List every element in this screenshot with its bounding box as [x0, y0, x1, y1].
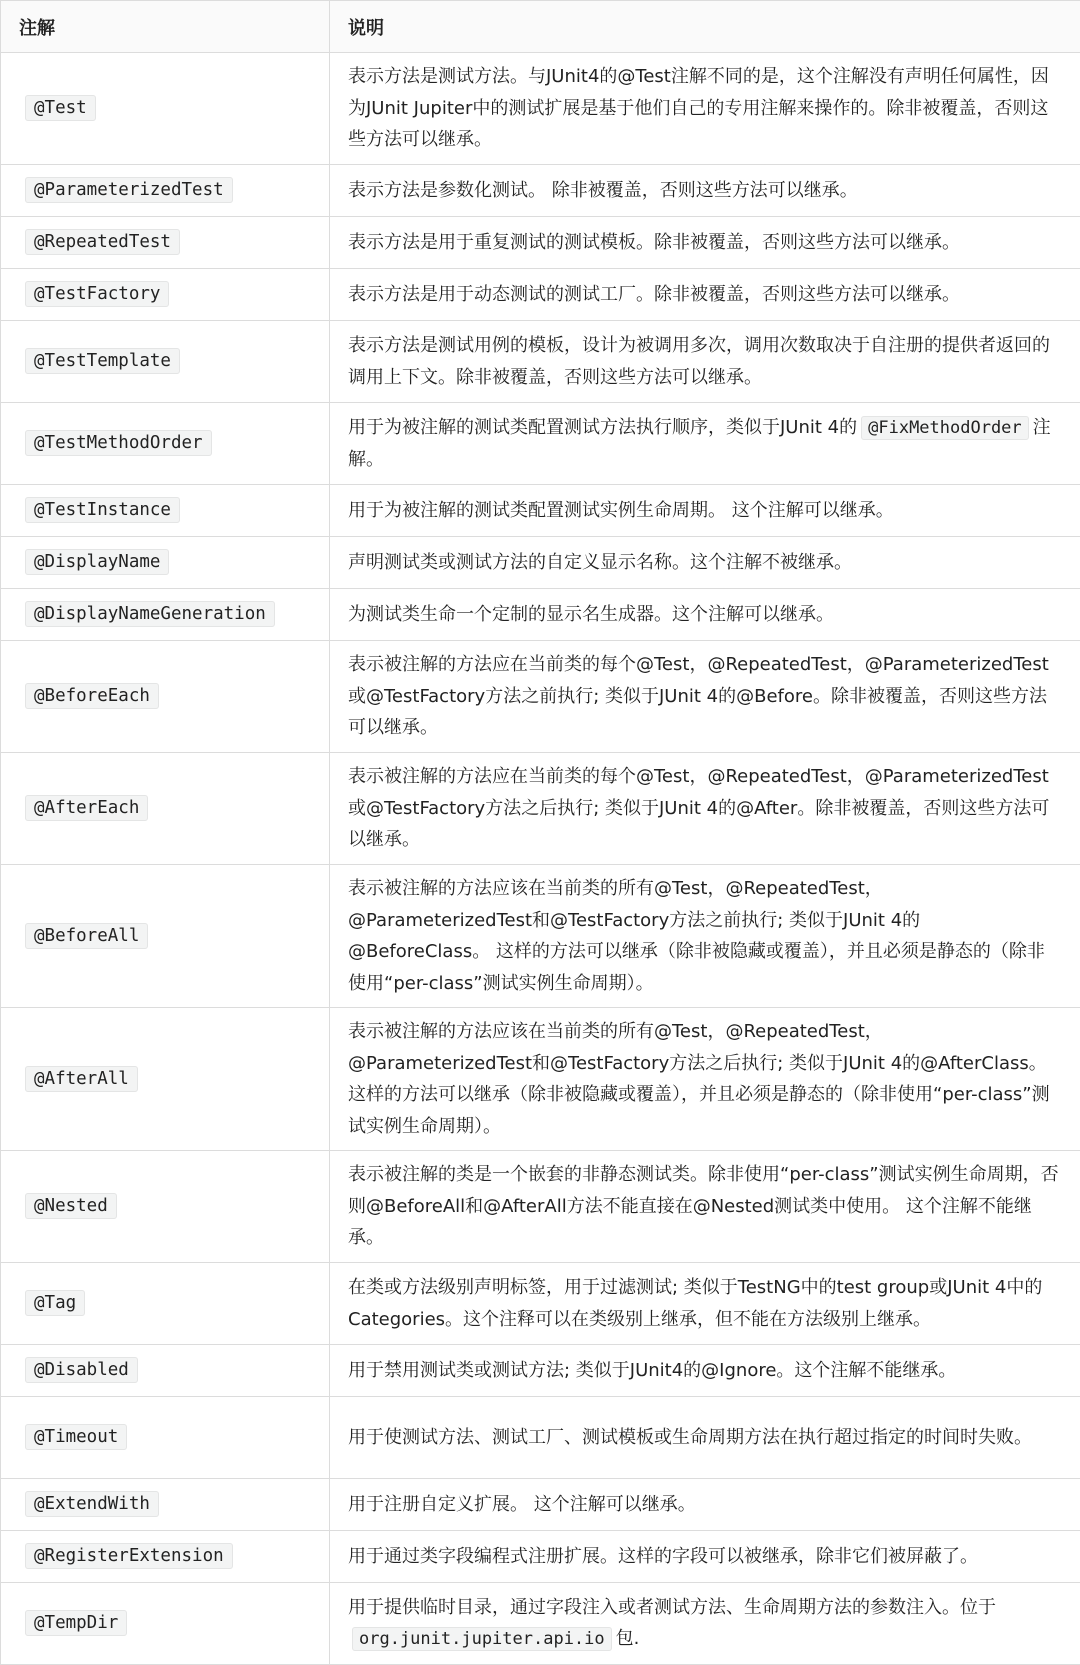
- annotation-name: @RepeatedTest: [25, 229, 180, 255]
- table-row: [1, 1583, 1080, 1665]
- annotation-name: @Disabled: [25, 1357, 138, 1383]
- annotation-description: 表示方法是用于动态测试的测试工厂。除非被覆盖，否则这些方法可以继承。: [330, 269, 1080, 321]
- table-row: [1, 1008, 1080, 1151]
- annotation-name: @ParameterizedTest: [25, 177, 233, 203]
- annotation-description: 为测试类生命一个定制的显示名生成器。这个注解可以继承。: [330, 589, 1080, 641]
- annotation-description: 声明测试类或测试方法的自定义显示名称。这个注解不被继承。: [330, 537, 1080, 589]
- annotation-name: @TempDir: [25, 1610, 127, 1636]
- inline-code: @FixMethodOrder: [861, 416, 1029, 440]
- annotation-description: 用于为被注解的测试类配置测试方法执行顺序，类似于JUnit 4的 @FixMethodOrder 注解。: [330, 403, 1080, 485]
- annotation-name: @DisplayName: [25, 549, 169, 575]
- table-row: [1, 1479, 1080, 1531]
- annotation-description: 用于通过类字段编程式注册扩展。这样的字段可以被继承，除非它们被屏蔽了。: [330, 1531, 1080, 1583]
- annotation-name: @DisplayNameGeneration: [25, 601, 275, 627]
- inline-code: org.junit.jupiter.api.io: [352, 1627, 612, 1651]
- table-row: [1, 641, 1080, 753]
- table-row: [1, 1531, 1080, 1583]
- header-annotation: 注解: [1, 1, 330, 53]
- annotation-name: @Timeout: [25, 1424, 127, 1450]
- annotation-name: @TestFactory: [25, 281, 169, 307]
- annotation-name: @BeforeEach: [25, 683, 159, 709]
- annotation-description: 表示被注解的类是一个嵌套的非静态测试类。除非使用“per-class”测试实例生命周期，否则@BeforeAll和@AfterAll方法不能直接在@Nested测试类中使用。 这个注解不能继承。: [330, 1151, 1080, 1263]
- annotation-description: 在类或方法级别声明标签，用于过滤测试; 类似于TestNG中的test group或JUnit 4中的Categories。这个注释可以在类级别上继承，但不能在方法级别上继承。: [330, 1263, 1080, 1345]
- table-row: [1, 53, 1080, 165]
- table-row: [1, 589, 1080, 641]
- annotation-name: @Tag: [25, 1290, 85, 1316]
- annotation-description: 用于注册自定义扩展。 这个注解可以继承。: [330, 1479, 1080, 1531]
- annotation-description: 表示被注解的方法应该在当前类的所有@Test，@RepeatedTest，@ParameterizedTest和@TestFactory方法之前执行; 类似于JUnit 4的@BeforeClass。 这样的方法可以继承（除非被隐藏或覆盖），并且必须是静态的（除非使用“per-class”测试实例生命周期）。: [330, 865, 1080, 1008]
- table-row: [1, 1345, 1080, 1397]
- table-row: [1, 1397, 1080, 1479]
- annotation-description: 表示方法是测试用例的模板，设计为被调用多次，调用次数取决于自注册的提供者返回的调用上下文。除非被覆盖，否则这些方法可以继承。: [330, 321, 1080, 403]
- annotation-name: @Nested: [25, 1193, 117, 1219]
- annotation-name: @ExtendWith: [25, 1491, 159, 1517]
- table-header-row: [1, 1, 1080, 53]
- annotation-name: @AfterEach: [25, 795, 148, 821]
- annotation-name: @AfterAll: [25, 1066, 138, 1092]
- table-row: [1, 537, 1080, 589]
- annotation-name: @RegisterExtension: [25, 1543, 233, 1569]
- annotation-description: 用于使测试方法、测试工厂、测试模板或生命周期方法在执行超过指定的时间时失败。: [330, 1397, 1080, 1479]
- table-row: [1, 753, 1080, 865]
- annotation-description: 表示被注解的方法应在当前类的每个@Test，@RepeatedTest，@ParameterizedTest或@TestFactory方法之前执行; 类似于JUnit 4的@Before。除非被覆盖，否则这些方法可以继承。: [330, 641, 1080, 753]
- table-row: [1, 1263, 1080, 1345]
- annotation-description: 用于为被注解的测试类配置测试实例生命周期。 这个注解可以继承。: [330, 485, 1080, 537]
- annotation-name: @TestTemplate: [25, 348, 180, 374]
- annotation-description: 表示方法是用于重复测试的测试模板。除非被覆盖，否则这些方法可以继承。: [330, 217, 1080, 269]
- annotation-name: @Test: [25, 95, 96, 121]
- table-row: [1, 217, 1080, 269]
- annotation-name: @TestMethodOrder: [25, 430, 212, 456]
- table-row: [1, 865, 1080, 1008]
- annotation-name: @TestInstance: [25, 497, 180, 523]
- table-row: [1, 165, 1080, 217]
- annotation-description: 用于提供临时目录，通过字段注入或者测试方法、生命周期方法的参数注入。位于org.junit.jupiter.api.io 包.: [330, 1583, 1080, 1665]
- table-row: [1, 403, 1080, 485]
- annotation-description: 表示被注解的方法应在当前类的每个@Test，@RepeatedTest，@ParameterizedTest或@TestFactory方法之后执行; 类似于JUnit 4的@After。除非被覆盖，否则这些方法可以继承。: [330, 753, 1080, 865]
- header-description: 说明: [330, 1, 1080, 53]
- table-row: [1, 321, 1080, 403]
- annotation-description: 表示方法是测试方法。与JUnit4的@Test注解不同的是，这个注解没有声明任何属性，因为JUnit Jupiter中的测试扩展是基于他们自己的专用注解来操作的。除非被覆盖，否则这些方法可以继承。: [330, 53, 1080, 165]
- annotation-description: 表示方法是参数化测试。 除非被覆盖，否则这些方法可以继承。: [330, 165, 1080, 217]
- annotation-description: 表示被注解的方法应该在当前类的所有@Test，@RepeatedTest，@ParameterizedTest和@TestFactory方法之后执行; 类似于JUnit 4的@AfterClass。 这样的方法可以继承（除非被隐藏或覆盖），并且必须是静态的（除非使用“per-class”测试实例生命周期）。: [330, 1008, 1080, 1151]
- table-row: [1, 269, 1080, 321]
- table-row: [1, 1151, 1080, 1263]
- annotation-description: 用于禁用测试类或测试方法; 类似于JUnit4的@Ignore。这个注解不能继承。: [330, 1345, 1080, 1397]
- table-row: [1, 485, 1080, 537]
- annotation-name: @BeforeAll: [25, 923, 148, 949]
